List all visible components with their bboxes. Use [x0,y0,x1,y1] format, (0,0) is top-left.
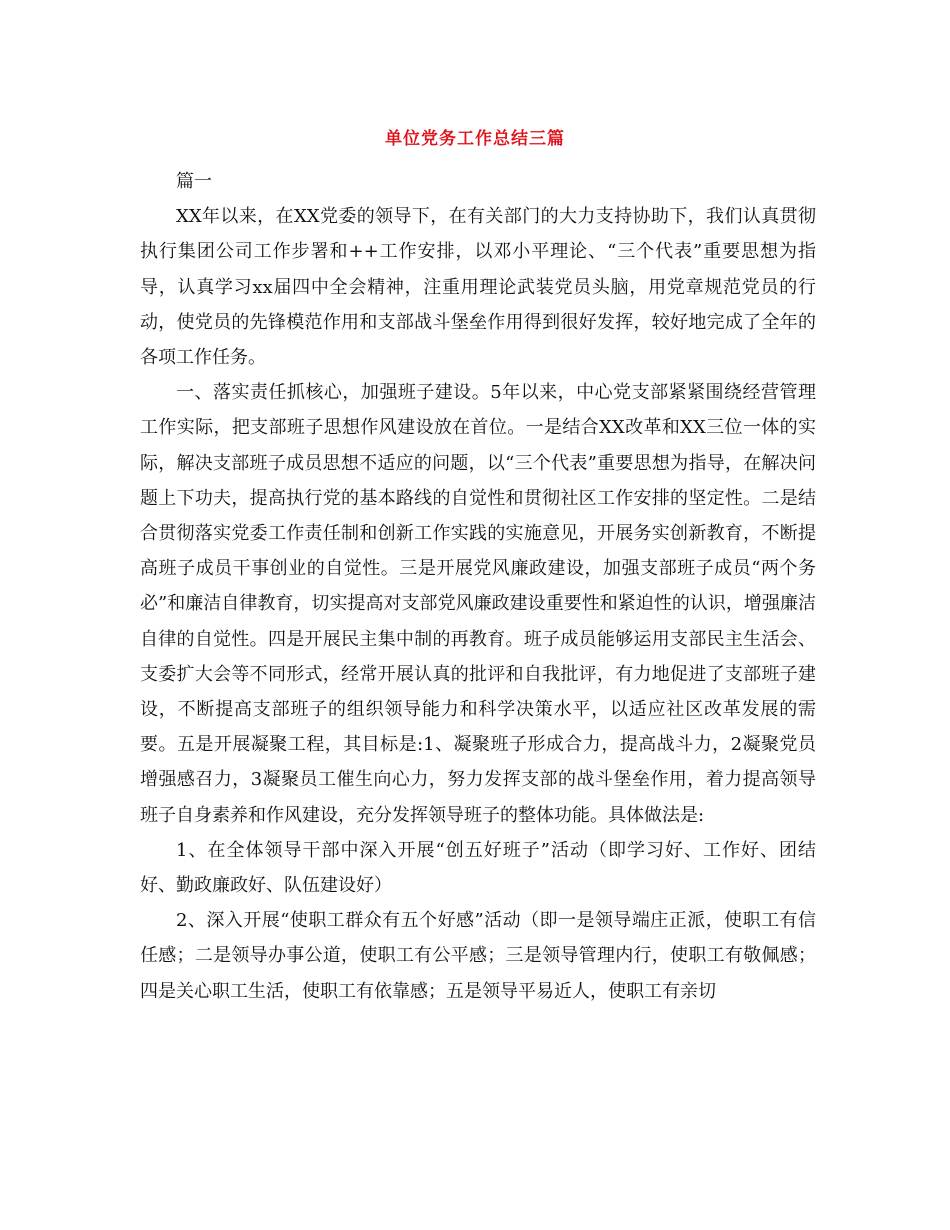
section-label: 篇一 [176,171,212,192]
paragraph-item-two: 2、深入开展“使职工群众有五个好感”活动（即一是领导端庄正派，使职工有信任感；二是领导办事公道，使职工有公平感；三是领导管理内行，使职工有敬佩感；四是关心职工生活，使职工有依靠感；五是领导平易近人，使职工有亲切 [140,910,816,1002]
paragraph-section-one: 一、落实责任抓核心，加强班子建设。5年以来，中心党支部紧紧围绕经营管理工作实际，把支部班子思想作风建设放在首位。一是结合XX改革和XX三位一体的实际，解决支部班子成员思想不适应的问题，以“三个代表”重要思想为指导，在解决问题上下功夫，提高执行党的基本路线的自觉性和贯彻社区工作安排的坚定性。二是结合贯彻落实党委工作责任制和创新工作实践的实施意见，开展务实创新教育，不断提高班子成员干事创业的自觉性。三是开展党风廉政建设，加强支部班子成员“两个务必”和廉洁自律教育，切实提高对支部党风廉政建设重要性和紧迫性的认识，增强廉洁自律的自觉性。四是开展民主集中制的再教育。班子成员能够运用支部民主生活会、支委扩大会等不同形式，经常开展认真的批评和自我批评，有力地促进了支部班子建设，不断提高支部班子的组织领导能力和科学决策水平，以适应社区改革发展的需要。五是开展凝聚工程，其目标是:1、凝聚班子形成合力，提高战斗力，2凝聚党员增强感召力，3凝聚员工催生向心力，努力发挥支部的战斗堡垒作用，着力提高领导班子自身素养和作风建设，充分发挥领导班子的整体功能。具体做法是: [140,382,816,826]
paragraph-item-one: 1、在全体领导干部中深入开展“创五好班子”活动（即学习好、工作好、团结好、勤政廉政好、队伍建设好） [140,839,816,897]
paragraph-intro: XX年以来，在XX党委的领导下，在有关部门的大力支持协助下，我们认真贯彻执行集团公司工作步署和++工作安排，以邓小平理论、“三个代表”重要思想为指导，认真学习xx届四中全会精神，注重用理论武装党员头脑，用党章规范党员的行动，使党员的先锋模范作用和支部战斗堡垒作用得到很好发挥，较好地完成了全年的各项工作任务。 [140,206,816,369]
document-body [140,164,816,1009]
document-title: 单位党务工作总结三篇 [385,129,565,149]
